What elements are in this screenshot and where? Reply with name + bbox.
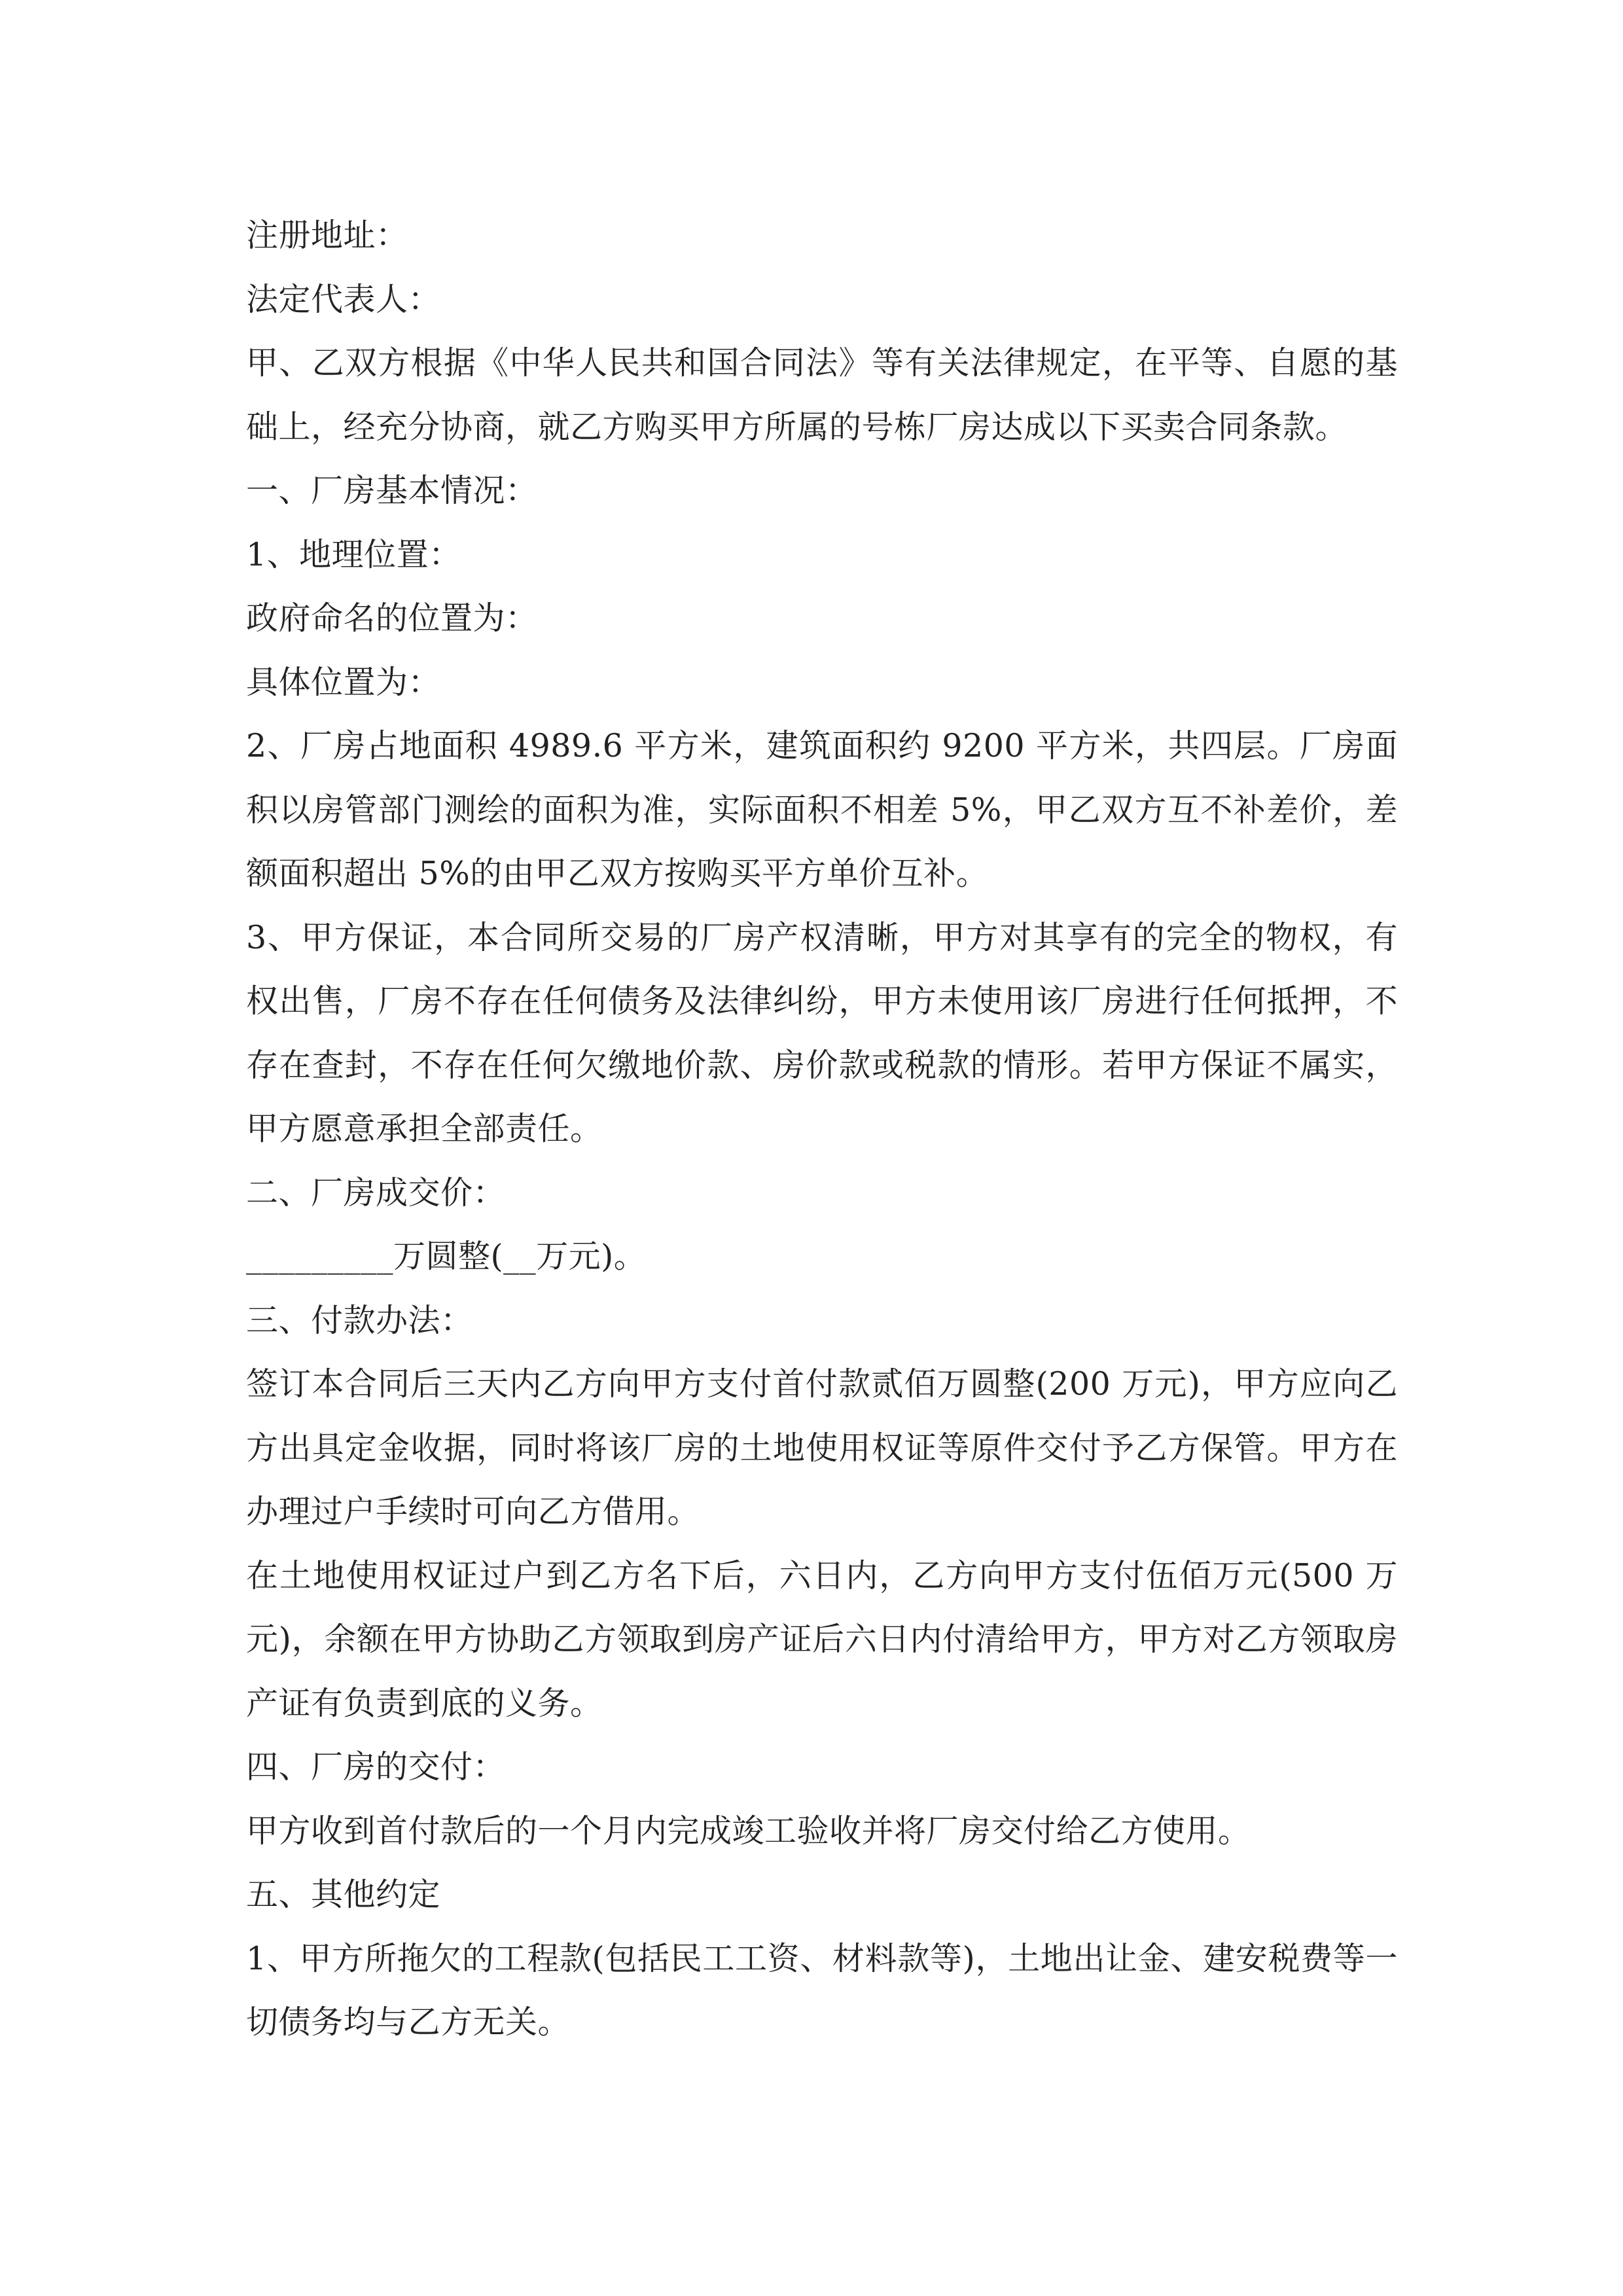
price-blank-line: _________万圆整(__万元)。 xyxy=(246,1238,647,1275)
section-heading-payment: 三、付款办法： xyxy=(246,1301,473,1339)
preamble-paragraph: 甲、乙双方根据《中华人民共和国合同法》等有关法律规定，在平等、自愿的基础上，经充分协商，就乙方购买甲方所属的号栋厂房达成以下买卖合同条款。 xyxy=(246,344,1398,446)
item-area-paragraph: 2、厂房占地面积 4989.6 平方米，建筑面积约 9200 平方米，共四层。厂房面积以房管部门测绘的面积为准，实际面积不相差 5%，甲乙双方互不补差价，差额面积超出 5%的由甲乙双方按购买平方单价互补。 xyxy=(246,727,1398,892)
section-heading-other: 五、其他约定 xyxy=(246,1876,441,1913)
payment-paragraph-2: 在土地使用权证过户到乙方名下后，六日内，乙方向甲方支付伍佰万元(500 万元)，余额在甲方协助乙方领取到房产证后六日内付清给甲方，甲方对乙方领取房产证有负责到底的义务。 xyxy=(246,1556,1398,1722)
section-heading-price: 二、厂房成交价： xyxy=(246,1174,506,1211)
registered-address-label: 注册地址： xyxy=(246,217,408,254)
specific-location: 具体位置为： xyxy=(246,663,441,701)
item-location: 1、地理位置： xyxy=(246,535,461,573)
government-named-location: 政府命名的位置为： xyxy=(246,600,538,637)
section-heading-delivery: 四、厂房的交付： xyxy=(246,1748,506,1785)
contract-body xyxy=(246,204,1398,2054)
item-guarantee-paragraph: 3、甲方保证，本合同所交易的厂房产权清晰，甲方对其享有的完全的物权，有权出售，厂房不存在任何债务及法律纠纷，甲方未使用该厂房进行任何抵押，不存在查封，不存在任何欠缴地价款、房价款或税款的情形。若甲方保证不属实，甲方愿意承担全部责任。 xyxy=(246,918,1398,1147)
delivery-paragraph: 甲方收到首付款后的一个月内完成竣工验收并将厂房交付给乙方使用。 xyxy=(246,1812,1251,1850)
legal-representative-label: 法定代表人： xyxy=(246,280,441,318)
payment-paragraph-1: 签订本合同后三天内乙方向甲方支付首付款贰佰万圆整(200 万元)，甲方应向乙方出具定金收据，同时将该厂房的土地使用权证等原件交付予乙方保管。甲方在办理过户手续时可向乙方借用。 xyxy=(246,1365,1398,1530)
section-heading-basic-info: 一、厂房基本情况： xyxy=(246,472,538,509)
other-item-1-paragraph: 1、甲方所拖欠的工程款(包括民工工资、材料款等)，土地出让金、建安税费等一切债务均与乙方无关。 xyxy=(246,1939,1398,2041)
